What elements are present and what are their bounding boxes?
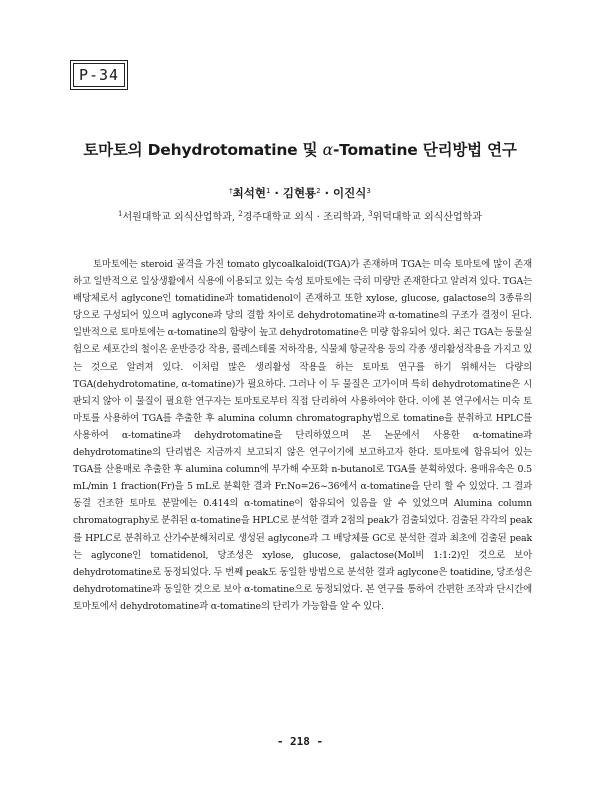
author-2-name: 김현룡	[282, 186, 317, 200]
author-3-affil-mark: 3	[366, 187, 371, 195]
author-separator: ·	[270, 186, 283, 200]
poster-code: P-34	[78, 66, 120, 84]
author-1-name: 최석현	[232, 186, 266, 200]
affil-3-mark: 3	[368, 210, 373, 218]
title-greek-alpha: α	[322, 141, 333, 159]
affil-1-mark: 1	[118, 210, 123, 218]
author-list	[0, 185, 600, 201]
affil-2-text: 경주대학교 외식 · 조리학과,	[242, 212, 369, 223]
page-number: - 218 -	[276, 735, 324, 748]
poster-code-box	[73, 63, 125, 87]
author-separator: ·	[320, 186, 334, 200]
title-part-2: -Tomatine 단리방법 연구	[332, 141, 517, 159]
affil-2-mark: 2	[238, 210, 243, 218]
corresponding-dagger: †	[229, 187, 233, 195]
affil-3-text: 위덕대학교 외식산업학과	[372, 212, 482, 223]
author-2-affil-mark: 2	[316, 187, 321, 195]
affiliation-list	[0, 208, 600, 223]
author-3-name: 이진식	[333, 186, 367, 200]
author-1-affil-mark: 1	[265, 187, 271, 195]
affil-1-text: 서원대학교 외식산업학과,	[122, 212, 239, 223]
abstract-body: 토마토에는 steroid 골격을 가진 tomato glycoalkaloid(TGA)가 존재하며 TGA는 미숙 토마토에 많이 존재하고 일반적으로 일상생활에서 식용에 이용되고 있는 숙성 토마토에는 극히 미량만 존재한다고 알려져 있다. TGA는 배당체로서 aglycone인 tomatidine과 tomatidenol이 존재하고 또한 xylose, glucose, galactose의 3종류의 당으로 구성되어 있으며 aglycone과 당의 결합 차이로 dehydrotomatine과 α-tomatine의 구조가 결정이 된다. 일반적으로 토마토에는 α-tomatine의 함량이 높고 dehydrotomatine은 미량 함유되어 있다. 최근 TGA는 동물실험으로 세포간의 철이온 운반증강 작용, 콜레스테롤 저하작용, 식물체 항균작용 등의 각종 생리활성작용을 가지고 있는 것으로 알려져 있다. 이처럼 많은 생리활성 작용을 하는 토마토 연구를 하기 위해서는 다량의 TGA(dehydrotomatine, α-tomatine)가 필요하다. 그러나 이 두 물질은 고가이며 특히 dehydrotomatine은 시판되지 않아 이 물질이 필요한 연구자는 토마토로부터 직접 단리하여 사용하여야 한다. 이에 본 연구에서는 미숙 토마토를 사용하여 TGA를 추출한 후 alumina column chromatography법으로 tomatine을 분취하고 HPLC를 사용하여 α-tomatine과 dehydrotomatine을 단리하였으며 본 논문에서 사용한 α-tomatine과 dehydrotomatine의 단리법은 지금까지 보고되지 않은 연구이기에 보고하고자 한다. 토마토에 함유되어 있는 TGA를 산용매로 추출한 후 alumina column에 부가해 수포화 n-butanol로 TGA를 분획하였다. 용매유속은 0.5 mL/min 1 fraction(Fr)을 5 mL로 분획한 결과 Fr.No=26~36에서 α-tomatine을 단리 할 수 있었다. 그 결과 동결 건조한 토마토 분말에는 0.414의 α-tomatine이 함유되어 있음을 알 수 있었으며 Alumina column chromatography로 분취된 α-tomatine을 HPLC로 분석한 결과 2점의 peak가 검출되었다. 검출된 각각의 peak를 HPLC로 분취하고 산가수분해처리로 생성된 aglycone과 그 배당체를 GC로 분석한 결과 최초에 검출된 peak는 aglycone인 tomatidenol, 당조성은 xylose, glucose, galactose(Mol비 1:1:2)인 것으로 보아 dehydrotomatine로 동정되었다. 두 번째 peak도 동일한 방법으로 분석한 결과 aglycone은 toatidine, 당조성은 dehydrotomatine과 동일한 것으로 보아 α-tomatine으로 동정되었다. 본 연구를 통하여 간편한 조작과 단시간에 토마토에서 dehydrotomatine과 α-tomatine의 단리가 가능함을 알 수 있다.	[73, 259, 532, 612]
paper-title	[0, 138, 600, 160]
title-part-1: 토마토의 Dehydrotomatine 및	[83, 141, 323, 159]
